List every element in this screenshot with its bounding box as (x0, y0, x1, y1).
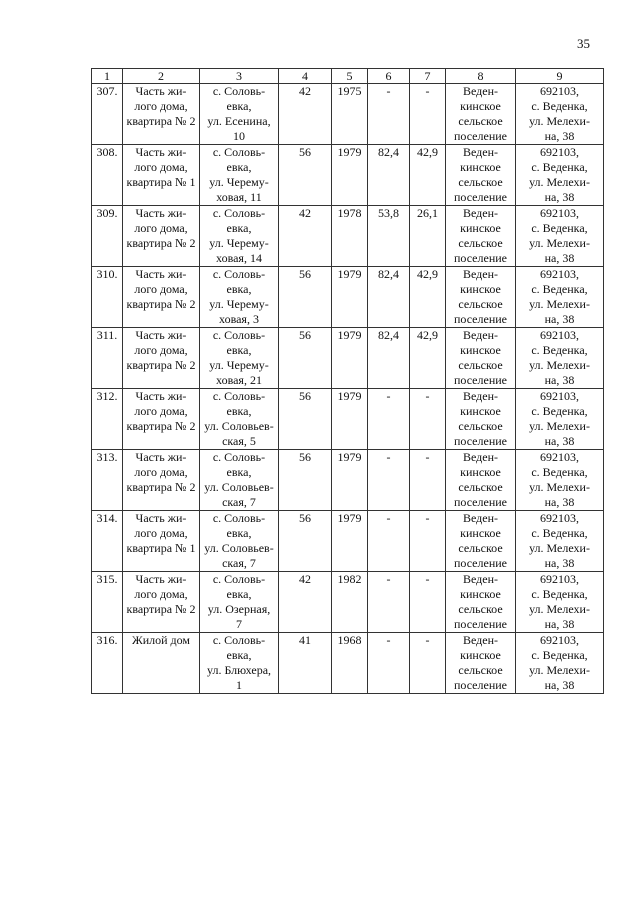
page-number: 35 (577, 36, 590, 51)
col7-value-text: - (425, 511, 430, 525)
year-value (332, 389, 368, 450)
col7-value-text: 42,9 (417, 145, 438, 159)
col6-value-text: - (386, 84, 391, 98)
row-number (92, 572, 123, 633)
postal-address (516, 206, 604, 267)
year-value-text: 1978 (337, 206, 362, 220)
object-name (123, 145, 200, 206)
col6-value (368, 450, 410, 511)
table-row (92, 328, 604, 389)
row-number (92, 450, 123, 511)
col7-value (410, 511, 446, 572)
col6-value (368, 328, 410, 389)
col6-value (368, 633, 410, 694)
object-address (200, 633, 279, 694)
table-row (92, 145, 604, 206)
postal-address-text: 692103, с. Веденка, ул. Мелехи- на, 38 (529, 389, 590, 448)
settlement-text: Веден- кинское сельское поселение (453, 389, 507, 448)
row-number-text: 316. (96, 633, 118, 647)
col6-value-text: - (386, 511, 391, 525)
col7-value-text: - (425, 633, 430, 647)
object-address (200, 450, 279, 511)
settlement-text: Веден- кинское сельское поселение (453, 206, 507, 265)
col4-value (279, 389, 332, 450)
table-header-row (92, 69, 604, 84)
row-number-text: 315. (96, 572, 118, 586)
postal-address-text: 692103, с. Веденка, ул. Мелехи- на, 38 (529, 328, 590, 387)
column-header: 6 (368, 69, 410, 84)
col4-value-text: 42 (299, 572, 311, 586)
object-name (123, 633, 200, 694)
table-row (92, 206, 604, 267)
year-value-text: 1979 (337, 328, 362, 342)
settlement-text: Веден- кинское сельское поселение (453, 511, 507, 570)
settlement (446, 633, 516, 694)
settlement (446, 572, 516, 633)
postal-address (516, 328, 604, 389)
postal-address-text: 692103, с. Веденка, ул. Мелехи- на, 38 (529, 145, 590, 204)
settlement-text: Веден- кинское сельское поселение (453, 572, 507, 631)
col4-value-text: 56 (299, 267, 311, 281)
settlement (446, 206, 516, 267)
row-number-text: 314. (96, 511, 118, 525)
year-value (332, 145, 368, 206)
object-address (200, 511, 279, 572)
postal-address-text: 692103, с. Веденка, ул. Мелехи- на, 38 (529, 633, 590, 692)
object-address (200, 328, 279, 389)
postal-address-text: 692103, с. Веденка, ул. Мелехи- на, 38 (529, 267, 590, 326)
column-header: 8 (446, 69, 516, 84)
object-address-text: с. Соловь- евка, ул. Черему- ховая, 21 (209, 328, 269, 387)
year-value-text: 1975 (337, 84, 362, 98)
settlement (446, 389, 516, 450)
col6-value-text: 82,4 (378, 145, 399, 159)
col4-value-text: 56 (299, 511, 311, 525)
settlement-text: Веден- кинское сельское поселение (453, 633, 507, 692)
settlement-text: Веден- кинское сельское поселение (453, 267, 507, 326)
row-number-text: 309. (96, 206, 118, 220)
year-value-text: 1979 (337, 389, 362, 403)
col7-value (410, 328, 446, 389)
col4-value (279, 206, 332, 267)
col4-value (279, 511, 332, 572)
year-value-text: 1982 (337, 572, 362, 586)
col6-value (368, 145, 410, 206)
object-address (200, 206, 279, 267)
object-address-text: с. Соловь- евка, ул. Озерная, 7 (207, 572, 271, 631)
object-name (123, 450, 200, 511)
settlement-text: Веден- кинское сельское поселение (453, 328, 507, 387)
col7-value (410, 84, 446, 145)
col4-value (279, 633, 332, 694)
year-value (332, 206, 368, 267)
object-name-text: Часть жи- лого дома, квартира № 1 (126, 145, 196, 189)
object-address (200, 145, 279, 206)
col6-value-text: 82,4 (378, 328, 399, 342)
object-name-text: Часть жи- лого дома, квартира № 2 (126, 450, 196, 494)
col7-value-text: 26,1 (417, 206, 438, 220)
year-value-text: 1968 (337, 633, 362, 647)
table-row (92, 267, 604, 328)
postal-address-text: 692103, с. Веденка, ул. Мелехи- на, 38 (529, 572, 590, 631)
table-row (92, 511, 604, 572)
object-address-text: с. Соловь- евка, ул. Черему- ховая, 11 (209, 145, 269, 204)
col6-value (368, 511, 410, 572)
year-value-text: 1979 (337, 145, 362, 159)
col6-value (368, 572, 410, 633)
row-number (92, 389, 123, 450)
col4-value-text: 56 (299, 450, 311, 464)
col4-value (279, 450, 332, 511)
object-name (123, 511, 200, 572)
row-number (92, 511, 123, 572)
row-number-text: 310. (96, 267, 118, 281)
year-value (332, 633, 368, 694)
object-address-text: с. Соловь- евка, ул. Соловьев- ская, 7 (204, 450, 274, 509)
object-address (200, 572, 279, 633)
col7-value-text: - (425, 84, 430, 98)
table-row (92, 84, 604, 145)
col4-value-text: 42 (299, 206, 311, 220)
settlement-text: Веден- кинское сельское поселение (453, 450, 507, 509)
column-header: 5 (332, 69, 368, 84)
postal-address (516, 572, 604, 633)
col7-value-text: - (425, 450, 430, 464)
col4-value-text: 56 (299, 145, 311, 159)
col4-value-text: 56 (299, 389, 311, 403)
col4-value (279, 84, 332, 145)
col6-value-text: - (386, 450, 391, 464)
row-number (92, 145, 123, 206)
object-name (123, 328, 200, 389)
object-name (123, 389, 200, 450)
object-address-text: с. Соловь- евка, ул. Черему- ховая, 3 (209, 267, 269, 326)
object-name-text: Часть жи- лого дома, квартира № 1 (126, 511, 196, 555)
col7-value (410, 145, 446, 206)
row-number (92, 206, 123, 267)
col7-value (410, 633, 446, 694)
row-number (92, 633, 123, 694)
object-name-text: Часть жи- лого дома, квартира № 2 (126, 267, 196, 311)
settlement (446, 84, 516, 145)
year-value-text: 1979 (337, 267, 362, 281)
object-name (123, 84, 200, 145)
col7-value (410, 572, 446, 633)
col4-value (279, 572, 332, 633)
column-header: 1 (92, 69, 123, 84)
postal-address (516, 633, 604, 694)
object-address-text: с. Соловь- евка, ул. Блюхера, 1 (206, 633, 272, 692)
postal-address (516, 267, 604, 328)
postal-address (516, 450, 604, 511)
table-row (92, 389, 604, 450)
object-name-text: Жилой дом (131, 633, 191, 647)
object-name (123, 206, 200, 267)
property-table (91, 68, 604, 694)
postal-address-text: 692103, с. Веденка, ул. Мелехи- на, 38 (529, 450, 590, 509)
postal-address (516, 145, 604, 206)
object-name-text: Часть жи- лого дома, квартира № 2 (126, 84, 196, 128)
object-address-text: с. Соловь- евка, ул. Черему- ховая, 14 (209, 206, 269, 265)
col7-value (410, 267, 446, 328)
postal-address-text: 692103, с. Веденка, ул. Мелехи- на, 38 (529, 206, 590, 265)
postal-address (516, 84, 604, 145)
postal-address (516, 511, 604, 572)
col7-value (410, 450, 446, 511)
table-row (92, 633, 604, 694)
col6-value-text: 53,8 (378, 206, 399, 220)
row-number-text: 311. (96, 328, 118, 342)
col7-value (410, 389, 446, 450)
row-number-text: 312. (96, 389, 118, 403)
col7-value-text: 42,9 (417, 328, 438, 342)
settlement (446, 267, 516, 328)
object-address-text: с. Соловь- евка, ул. Соловьев- ская, 5 (204, 389, 274, 448)
year-value (332, 511, 368, 572)
col6-value-text: - (386, 389, 391, 403)
object-name (123, 267, 200, 328)
settlement (446, 450, 516, 511)
col6-value-text: - (386, 572, 391, 586)
col6-value (368, 206, 410, 267)
settlement-text: Веден- кинское сельское поселение (453, 145, 507, 204)
column-header: 7 (410, 69, 446, 84)
col4-value-text: 41 (299, 633, 311, 647)
object-name-text: Часть жи- лого дома, квартира № 2 (126, 328, 196, 372)
col4-value-text: 42 (299, 84, 311, 98)
row-number-text: 307. (96, 84, 118, 98)
col7-value (410, 206, 446, 267)
settlement (446, 328, 516, 389)
object-address-text: с. Соловь- евка, ул. Соловьев- ская, 7 (204, 511, 274, 570)
year-value (332, 328, 368, 389)
col6-value-text: 82,4 (378, 267, 399, 281)
row-number-text: 308. (96, 145, 118, 159)
col4-value-text: 56 (299, 328, 311, 342)
col7-value-text: - (425, 572, 430, 586)
settlement (446, 511, 516, 572)
col6-value (368, 389, 410, 450)
year-value-text: 1979 (337, 511, 362, 525)
table-row (92, 572, 604, 633)
year-value (332, 84, 368, 145)
object-address (200, 267, 279, 328)
object-name (123, 572, 200, 633)
row-number (92, 267, 123, 328)
col6-value (368, 267, 410, 328)
col6-value (368, 84, 410, 145)
year-value (332, 450, 368, 511)
settlement (446, 145, 516, 206)
column-header: 3 (200, 69, 279, 84)
object-address (200, 389, 279, 450)
col7-value-text: - (425, 389, 430, 403)
col4-value (279, 145, 332, 206)
row-number (92, 84, 123, 145)
object-address (200, 84, 279, 145)
postal-address-text: 692103, с. Веденка, ул. Мелехи- на, 38 (529, 511, 590, 570)
column-header: 2 (123, 69, 200, 84)
col4-value (279, 267, 332, 328)
postal-address (516, 389, 604, 450)
year-value (332, 572, 368, 633)
year-value-text: 1979 (337, 450, 362, 464)
row-number-text: 313. (96, 450, 118, 464)
col7-value-text: 42,9 (417, 267, 438, 281)
object-name-text: Часть жи- лого дома, квартира № 2 (126, 389, 196, 433)
object-address-text: с. Соловь- евка, ул. Есенина, 10 (207, 84, 271, 143)
column-header: 4 (279, 69, 332, 84)
year-value (332, 267, 368, 328)
object-name-text: Часть жи- лого дома, квартира № 2 (126, 572, 196, 616)
settlement-text: Веден- кинское сельское поселение (453, 84, 507, 143)
row-number (92, 328, 123, 389)
col6-value-text: - (386, 633, 391, 647)
column-header: 9 (516, 69, 604, 84)
col4-value (279, 328, 332, 389)
object-name-text: Часть жи- лого дома, квартира № 2 (126, 206, 196, 250)
table-row (92, 450, 604, 511)
postal-address-text: 692103, с. Веденка, ул. Мелехи- на, 38 (529, 84, 590, 143)
